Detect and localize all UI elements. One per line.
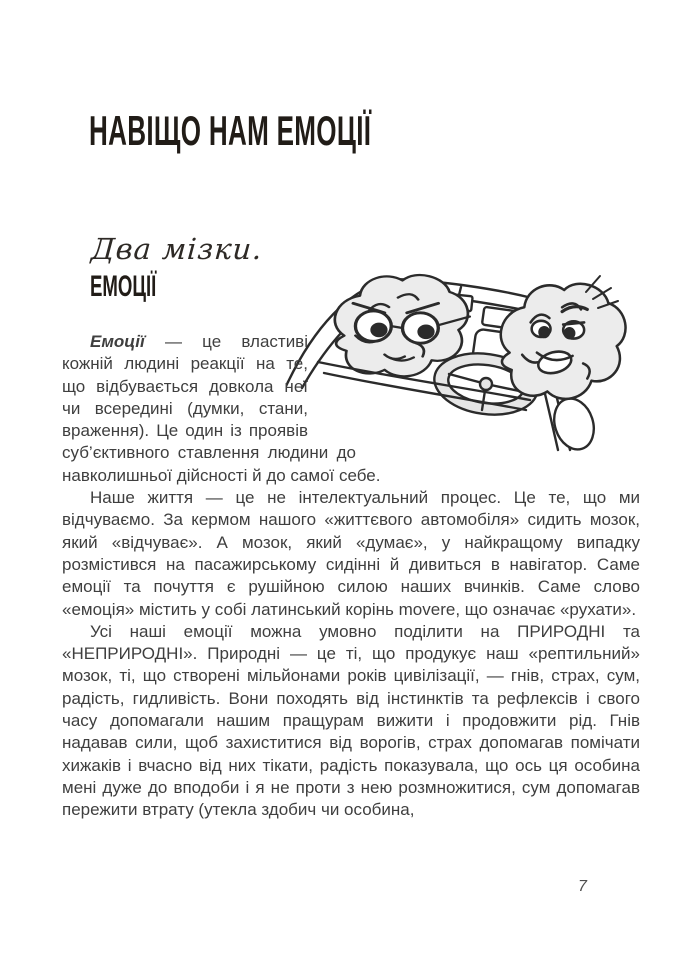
handwritten-subtitle: Два мізки. [90, 232, 264, 266]
paragraph-life-is-feeling: Наше життя — це не інтелектуальний процес. Це те, що ми відчуваємо. За кермом нашого «життєвого автомобіля» сидить мозок, який «відчуває». А мозок, який «думає», у найкращому випадку розмістився на пасажирському сидінні й дивиться в навігатор. Саме емоції та почуття є рушійною силою наших вчинків. Саме слово «емоція» містить у собі латинський корінь movere, що означає «рухати». [62, 488, 640, 619]
illustration-float-spacer [318, 331, 640, 483]
page-number: 7 [578, 878, 587, 895]
lead-word-emotions: Емоції [90, 332, 145, 351]
paragraph-1-text: — це властиві кожній людині реакції на те, що відбувається довкола неї чи всередині (думки, стани, враження). Це один із проявів суб’єктивного ставлення людини до навколишньої дійсності й до самої себе. [62, 332, 381, 485]
section-heading: ЕМОЦІЇ [90, 270, 157, 303]
chapter-title: НАВІЩО НАМ ЕМОЦІЇ [89, 107, 372, 154]
paragraph-natural-emotions: Усі наші емоції можна умовно поділити на ПРИРОДНІ та «НЕПРИРОДНІ». Природні — це ті, що продукує наш «рептильний» мозок, ті, що створені мільйонами років цивілізації, — гнів, страх, сум, радість, гидливість. Вони походять від інстинктів та рефлексів і свого часу допомагали нашим пращурам вижити і продовжити рід. Гнів надавав сили, щоб захиститися від ворогів, страх допомагав помічати хижаків і вчасно від них тікати, радість показувала, що ось ця особина мені дуже до вподоби і я не проти з нею розмножитися, сум допомагав пережити втрату (утекла здобич чи особина, [62, 621, 640, 820]
body-text [62, 331, 640, 822]
